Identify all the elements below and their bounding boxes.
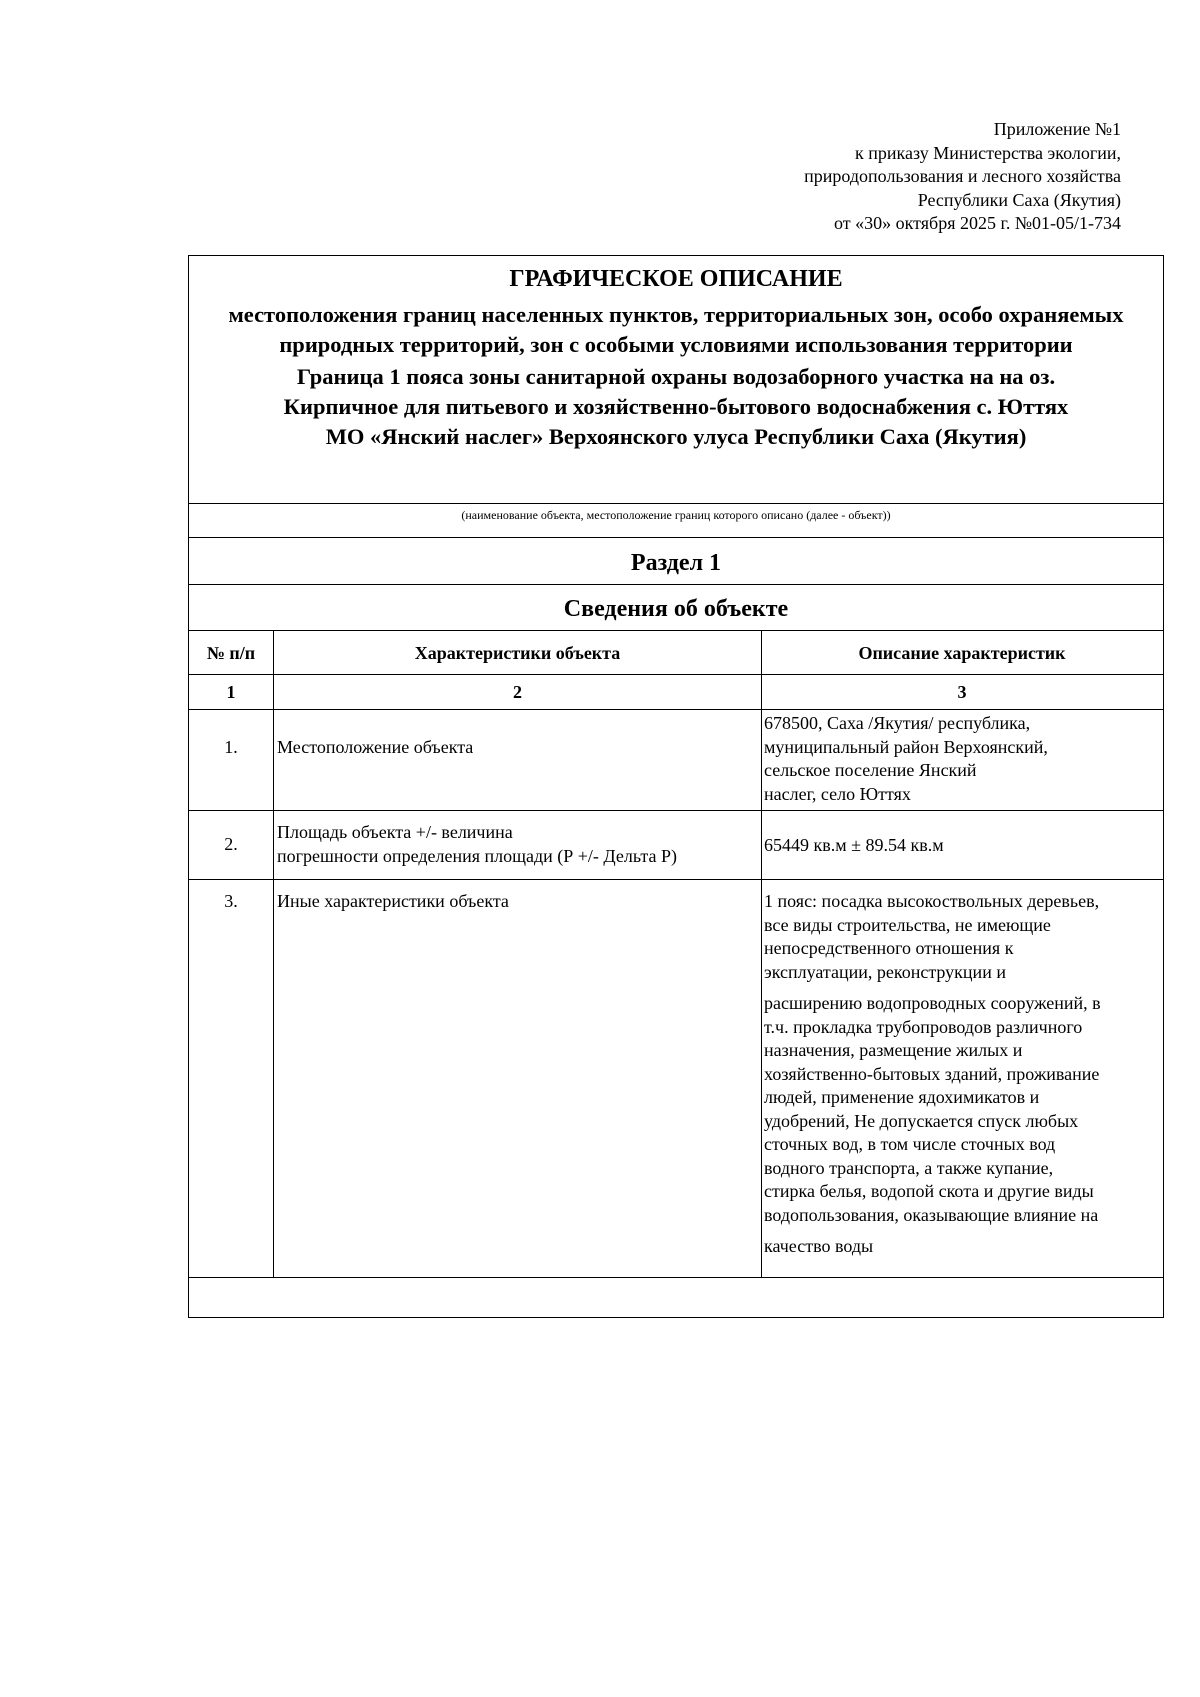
column-number: 1: [226, 682, 236, 702]
description-paragraph: [764, 890, 1164, 984]
document-frame: [188, 255, 1164, 1318]
description-paragraph: [764, 712, 1048, 806]
row-characteristic: [277, 890, 509, 914]
row-characteristic-line: Площадь объекта +/- величина: [277, 822, 513, 842]
row-characteristic: [277, 736, 473, 760]
object-name-line: Кирпичное для питьевого и хозяйственно-бытового водоснабжения с. Юттях: [283, 394, 1069, 419]
description-line: сельское поселение Янский: [764, 760, 977, 780]
row-number: 3.: [224, 891, 238, 911]
column-header-characteristics: Характеристики объекта: [414, 643, 621, 663]
appendix-line: от «30» октября 2025 г. №01-05/1-734: [834, 213, 1121, 233]
row-description: [764, 834, 944, 858]
document-title: ГРАФИЧЕСКОЕ ОПИСАНИЕ: [509, 266, 843, 292]
column-divider: [761, 630, 762, 1277]
column-number: 3: [957, 682, 967, 702]
description-line: водного транспорта, а также купание,: [764, 1157, 1054, 1178]
appendix-line: к приказу Министерства экологии,: [854, 142, 1121, 163]
divider: [189, 630, 1163, 631]
column-divider: [273, 630, 274, 1277]
column-number: 2: [513, 682, 522, 702]
description-line: 678500, Саха /Якутия/ республика,: [764, 713, 1031, 733]
section-label: Раздел 1: [630, 550, 722, 576]
description-line: качество воды: [764, 1236, 874, 1256]
description-line: 1 пояс: посадка высокоствольных деревьев,: [764, 891, 1100, 911]
appendix-block: [804, 118, 1121, 236]
row-number: 2.: [224, 834, 238, 854]
row-divider: [189, 1277, 1163, 1278]
description-line: водопользования, оказывающие влияние на: [764, 1204, 1099, 1225]
row-description: [764, 890, 1164, 1259]
description-line: хозяйственно-бытовых зданий, проживание: [764, 1063, 1100, 1084]
description-paragraph: [764, 834, 944, 858]
row-divider: [189, 674, 1163, 675]
row-divider: [189, 879, 1163, 880]
appendix-line: Приложение №1: [993, 119, 1121, 139]
object-name-line: МО «Янский наслег» Верхоянского улуса Республики Саха (Якутия): [325, 424, 1027, 449]
document-subtitle: местоположения границ населенных пунктов, территориальных зон, особо охраняемых природных территорий, зон с особыми условиями использования территории: [228, 302, 1124, 357]
object-name-line: Граница 1 пояса зоны санитарной охраны водозаборного участка на на оз.: [296, 364, 1056, 389]
divider: [189, 503, 1163, 504]
row-divider: [189, 810, 1163, 811]
row-description: [764, 712, 1048, 806]
description-paragraph: [764, 1235, 1164, 1259]
appendix-line: Республики Саха (Якутия): [917, 189, 1121, 210]
divider: [189, 584, 1163, 585]
object-caption: (наименование объекта, местоположение границ которого описано (далее - объект)): [461, 508, 891, 522]
row-divider: [189, 709, 1163, 710]
divider: [189, 537, 1163, 538]
appendix-line: природопользования и лесного хозяйства: [804, 166, 1121, 186]
description-line: 65449 кв.м ± 89.54 кв.м: [764, 835, 944, 855]
description-line: непосредственного отношения к: [764, 938, 1014, 958]
column-header-number: № п/п: [206, 643, 256, 663]
row-number: 1.: [224, 737, 238, 757]
description-line: назначения, размещение жилых и: [764, 1040, 1023, 1060]
row-characteristic: [277, 821, 677, 868]
section-title: Сведения об объекте: [563, 596, 789, 622]
description-line: расширению водопроводных сооружений, в: [764, 993, 1101, 1013]
object-name: [189, 362, 1163, 452]
row-characteristic-line: Местоположение объекта: [277, 737, 474, 757]
description-line: удобрений, Не допускается спуск любых: [764, 1110, 1079, 1131]
column-header-description: Описание характеристик: [858, 643, 1066, 663]
description-line: эксплуатации, реконструкции и: [764, 961, 1006, 982]
description-line: людей, применение ядохимикатов и: [764, 1087, 1040, 1107]
description-line: все виды строительства, не имеющие: [764, 914, 1051, 935]
description-line: стирка белья, водопой скота и другие виды: [764, 1181, 1094, 1201]
description-paragraph: [764, 992, 1164, 1227]
title-block: [189, 264, 1163, 452]
description-line: т.ч. прокладка трубопроводов различного: [764, 1016, 1083, 1037]
description-line: сточных вод, в том числе сточных вод: [764, 1134, 1056, 1154]
row-characteristic-line: погрешности определения площади (Р +/- Дельта Р): [277, 845, 677, 866]
description-line: муниципальный район Верхоянский,: [764, 736, 1048, 757]
row-characteristic-line: Иные характеристики объекта: [277, 891, 509, 911]
description-line: наслег, село Юттях: [764, 783, 911, 804]
